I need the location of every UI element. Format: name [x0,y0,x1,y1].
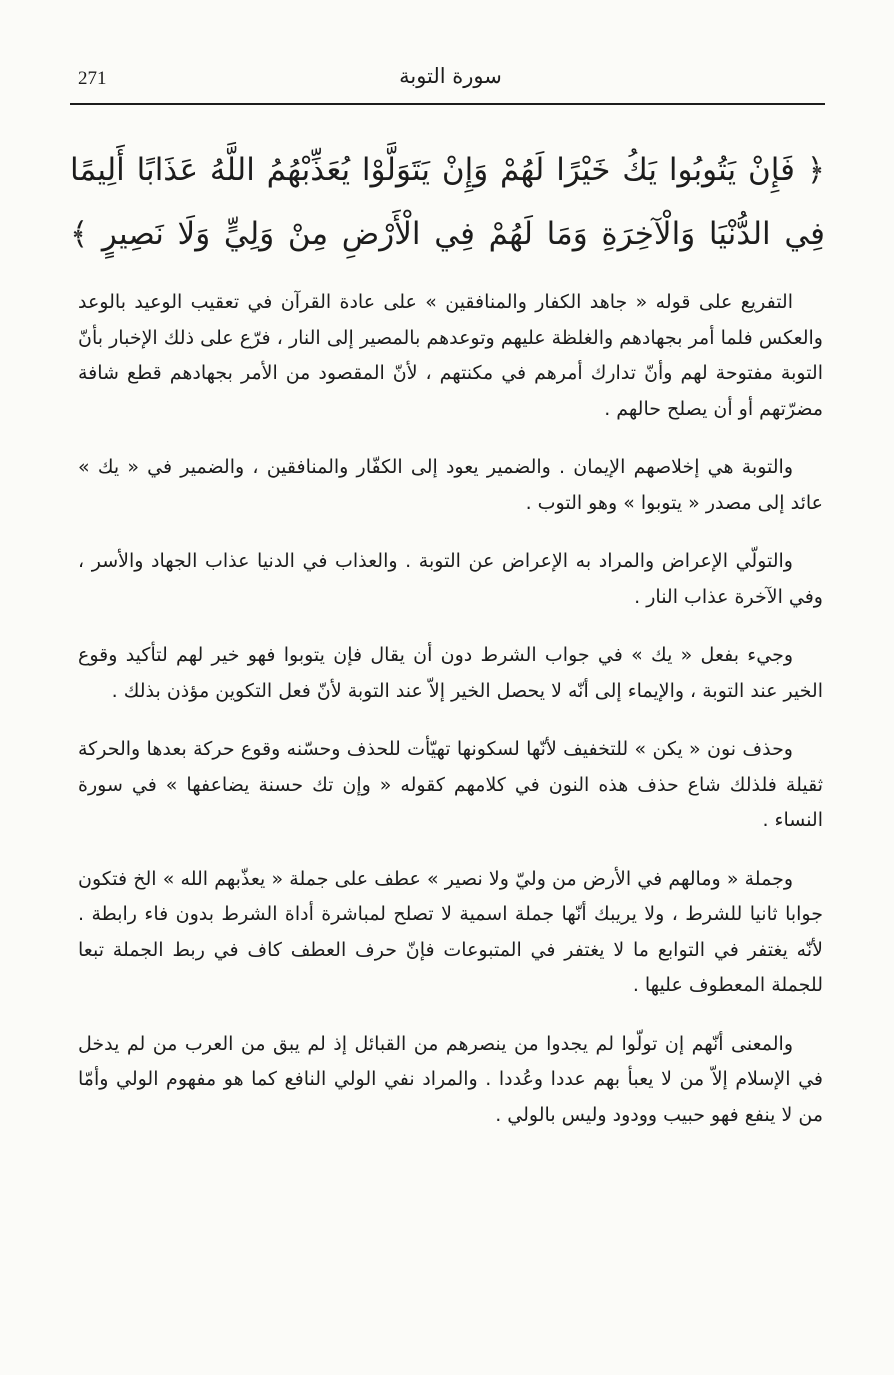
paragraph: وجيء بفعل « يك » في جواب الشرط دون أن يقال فإن يتوبوا فهو خير لهم لتأكيد وقوع الخير عند التوبة ، والإيماء إلى أنّه لا يحصل الخير إلاّ عند التوبة لأنّ فعل التكوين مؤذن بذلك . [78,644,823,702]
header-rule [70,103,825,105]
page-number: 271 [78,68,107,89]
paragraph: وحذف نون « يكن » للتخفيف لأنّها لسكونها تهيّأت للحذف وحسّنه وقوع حركة بعدها والحركة ثقيلة فلذلك شاع حذف هذه النون في كلامهم كقوله « وإن تك حسنة يضاعفها » في سورة النساء . [78,738,823,831]
paragraph: وجملة « ومالهم في الأرض من وليّ ولا نصير » عطف على جملة « يعذّبهم الله » الخ فتكون جوابا ثانيا للشرط ، ولا يريبك أنّها جملة اسمية لا تصلح لمباشرة أداة الشرط بدون فاء رابطة . لأنّه يغتفر في التوابع ما لا يغتفر في المتبوعات فإنّ حرف العطف كاف في ربط الجملة تبعا للجملة المعطوف عليها . [78,867,823,996]
page-header [78,62,823,102]
paragraph: والمعنى أنّهم إن تولّوا لم يجدوا من ينصرهم من القبائل إذ لم يبق من العرب من لم يدخل في الإسلام إلاّ من لا يعبأ بهم عددا وعُددا . والمراد نفي الولي النافع كما هو مفهوم الولي وأمّا من لا ينفع فهو حبيب وودود وليس بالولي . [78,1032,823,1126]
paragraph: التفريع على قوله « جاهد الكفار والمنافقين » على عادة القرآن في تعقيب الوعيد بالوعد والعكس فلما أمر بجهادهم والغلظة عليهم وتوعدهم بالمصير إلى النار ، فرّع على ذلك الإخبار بأنّ التوبة مفتوحة لهم وأنّ تدارك أمرهم في مكنتهم ، لأنّ المقصود من الأمر بجهادهم قطع شافة مضرّتهم أو أن يصلح حالهم . [78,291,823,420]
running-title: سورة التوبة [399,64,502,88]
verse-line: فِي الدُّنْيَا وَالْآخِرَةِ وَمَا لَهُمْ فِي الْأَرْضِ مِنْ وَلِيٍّ وَلَا نَصِيرٍ ﴾ [70,216,825,252]
quran-verse [70,138,825,266]
verse-line: ﴿ فَإِنْ يَتُوبُوا يَكُ خَيْرًا لَهُمْ وَإِنْ يَتَوَلَّوْا يُعَذِّبْهُمُ اللَّهُ عَذَابًا أَلِيمًا [70,152,825,188]
commentary-text [78,285,823,1133]
paragraph: والتولّي الإعراض والمراد به الإعراض عن التوبة . والعذاب في الدنيا عذاب الجهاد والأسر ، وفي الآخرة عذاب النار . [78,550,823,608]
paragraph: والتوبة هي إخلاصهم الإيمان . والضمير يعود إلى الكفّار والمنافقين ، والضمير في « يك » عائد إلى مصدر « يتوبوا » وهو التوب . [78,456,823,514]
